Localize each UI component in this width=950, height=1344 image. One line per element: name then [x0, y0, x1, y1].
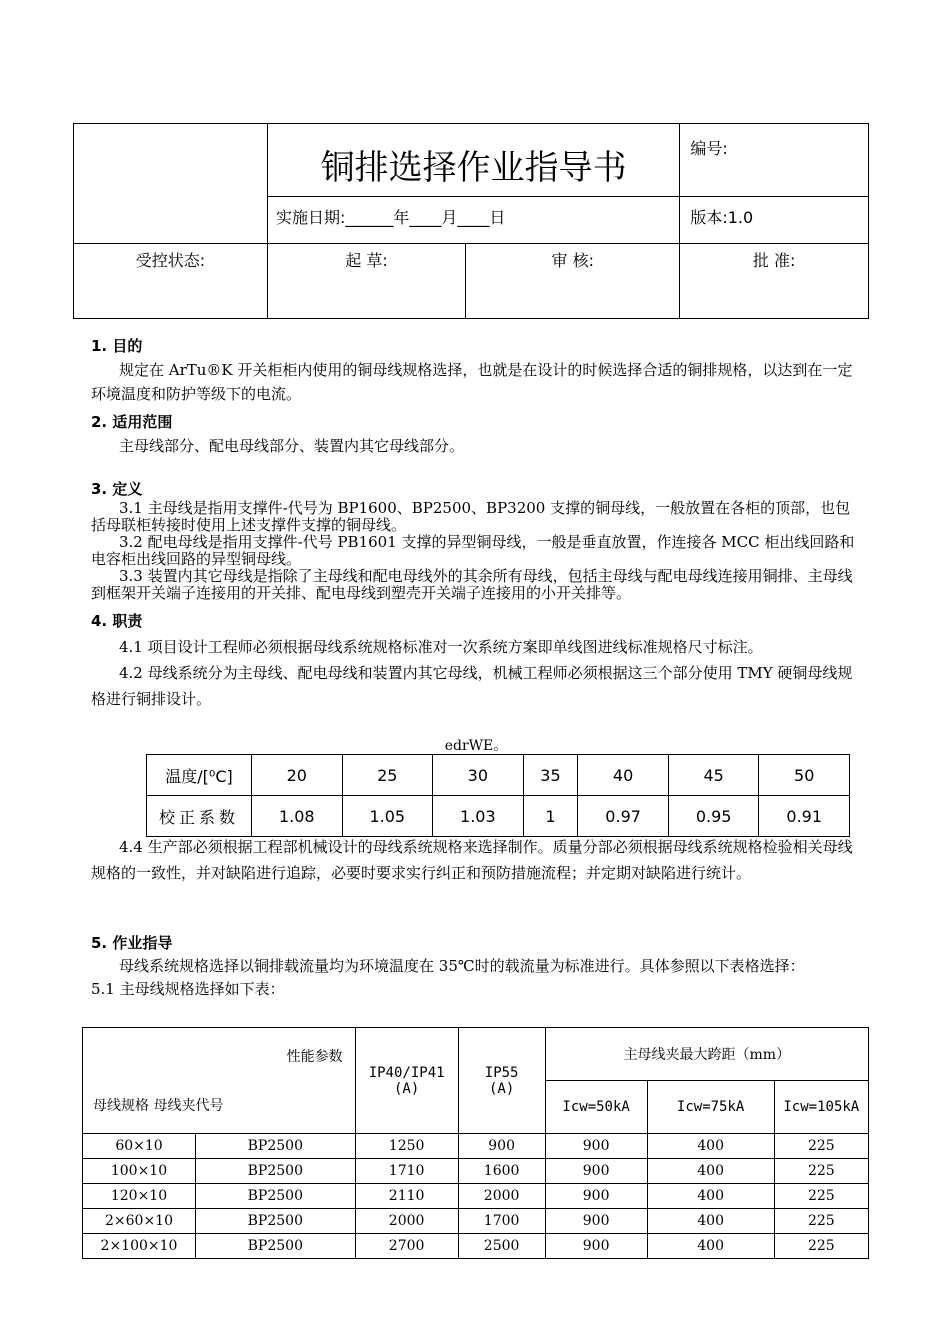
cell: 60×10: [83, 1134, 196, 1159]
cell: BP2500: [196, 1159, 356, 1184]
cell: 2000: [355, 1209, 458, 1234]
table-row: [83, 1209, 869, 1234]
cell: 1600: [458, 1159, 545, 1184]
document-header: [73, 123, 869, 319]
cell: 120×10: [83, 1184, 196, 1209]
temperature-correction-table: [146, 754, 850, 837]
paragraph: 3.2 配电母线是指用支撑件-代号 PB1601 支撑的异型铜母线，一般是垂直放置，作连接各 MCC 柜出线回路和电容柜出线回路的异型铜母线。: [91, 533, 855, 568]
cell: 900: [458, 1134, 545, 1159]
span-header: 主母线夹最大跨距（mm）: [545, 1028, 868, 1081]
cell: 400: [647, 1159, 774, 1184]
paragraph: 规定在 ArTu®K 开关柜柜内使用的铜母线规格选择，也就是在设计的时候选择合适的铜排规格，以达到在一定环境温度和防护等级下的电流。: [91, 361, 853, 403]
cell: 225: [774, 1159, 868, 1184]
paragraph: 4.1 项目设计工程师必须根据母线系统规格标准对一次系统方案即单线图进线标准规格尺寸标注。: [119, 638, 763, 656]
factor-cell: 1.05: [342, 796, 433, 837]
cell: 400: [647, 1134, 774, 1159]
cell: 900: [545, 1134, 647, 1159]
paragraph: 4.4 生产部必须根据工程部机械设计的母线系统规格来选择制作。质量分部必须根据母线系统规格检验相关母线规格的一致性，并对缺陷进行追踪，必要时要求实行纠正和预防措施流程；并定期对缺陷进行统计。: [91, 838, 853, 882]
version: 版本:1.0: [680, 197, 869, 244]
section-guidance: [91, 932, 861, 1001]
table-row: [83, 1159, 869, 1184]
section-definitions: [91, 478, 861, 602]
icw-header: Icw=75kA: [647, 1081, 774, 1134]
cell: 2000: [458, 1184, 545, 1209]
temp-cell: 45: [668, 755, 759, 796]
factor-cell: 1.08: [252, 796, 343, 837]
cell: 1710: [355, 1159, 458, 1184]
approve-field: 批 准:: [680, 244, 869, 319]
cell: 100×10: [83, 1159, 196, 1184]
section-purpose: [91, 334, 861, 406]
perf-label: 性能参数: [286, 1049, 343, 1065]
temp-cell: 30: [433, 755, 524, 796]
paragraph: 母线系统规格选择以铜排载流量均为环境温度在 35℃时的载流量为标准进行。具体参照以下表格选择：: [119, 957, 805, 975]
cell: 225: [774, 1184, 868, 1209]
cell: BP2500: [196, 1134, 356, 1159]
control-status: 受控状态:: [74, 244, 268, 319]
cell: 900: [545, 1209, 647, 1234]
draft-field: 起 草:: [267, 244, 465, 319]
cell: BP2500: [196, 1234, 356, 1259]
review-field: 审 核:: [466, 244, 680, 319]
paragraph-tail: edrWE。: [444, 738, 508, 754]
table-row: [83, 1134, 869, 1159]
cell: 1250: [355, 1134, 458, 1159]
header-corner: [83, 1028, 356, 1134]
section-production: [91, 834, 861, 886]
spec-label: 母线规格 母线夹代号: [93, 1098, 224, 1114]
section-heading: 2. 适用范围: [91, 413, 173, 431]
ip55-header: IP55 (A): [458, 1028, 545, 1134]
cell: BP2500: [196, 1184, 356, 1209]
cell: 225: [774, 1134, 868, 1159]
paragraph: 4.2 母线系统分为主母线、配电母线和装置内其它母线，机械工程师必须根据这三个部分使用 TMY 硬铜母线规格进行铜排设计。: [91, 664, 853, 708]
cell: 2×60×10: [83, 1209, 196, 1234]
cell: 400: [647, 1209, 774, 1234]
icw-header: Icw=50kA: [545, 1081, 647, 1134]
ip40-header: IP40/IP41 (A): [355, 1028, 458, 1134]
factor-cell: 1: [523, 796, 578, 837]
factor-row-label: 校正系数: [147, 796, 252, 837]
page-title: 铜排选择作业指导书: [267, 124, 679, 197]
cell: 1700: [458, 1209, 545, 1234]
factor-cell: 0.97: [578, 796, 669, 837]
temp-cell: 35: [523, 755, 578, 796]
section-scope: [91, 410, 861, 458]
table-row: [83, 1234, 869, 1259]
cell: BP2500: [196, 1209, 356, 1234]
cell: 900: [545, 1184, 647, 1209]
temp-row-label: 温度/[⁰C]: [147, 755, 252, 796]
cell: 225: [774, 1234, 868, 1259]
section-heading: 3. 定义: [91, 480, 143, 498]
section-heading: 5. 作业指导: [91, 934, 173, 952]
section-heading: 1. 目的: [91, 337, 143, 355]
cell: 900: [545, 1234, 647, 1259]
cell: 400: [647, 1234, 774, 1259]
implementation-date: 实施日期:______年____月____日: [267, 197, 679, 244]
temp-cell: 40: [578, 755, 669, 796]
cell: 2500: [458, 1234, 545, 1259]
factor-cell: 0.95: [668, 796, 759, 837]
temp-cell: 50: [759, 755, 850, 796]
temp-cell: 25: [342, 755, 433, 796]
cell: 900: [545, 1159, 647, 1184]
paragraph: 主母线部分、配电母线部分、装置内其它母线部分。: [119, 437, 465, 455]
cell: 2×100×10: [83, 1234, 196, 1259]
cell: 225: [774, 1209, 868, 1234]
cell: 400: [647, 1184, 774, 1209]
cell: 2700: [355, 1234, 458, 1259]
cell: 2110: [355, 1184, 458, 1209]
main-busbar-table: [82, 1027, 869, 1259]
document-number: 编号:: [680, 124, 869, 197]
factor-cell: 0.91: [759, 796, 850, 837]
paragraph: 5.1 主母线规格选择如下表：: [91, 980, 285, 998]
paragraph: 3.1 主母线是指用支撑件-代号为 BP1600、BP2500、BP3200 支撑的铜母线，一般放置在各柜的顶部，也包括母联柜转接时使用上述支撑件支撑的铜母线。: [91, 499, 851, 534]
section-responsibilities: [91, 608, 861, 712]
paragraph: 3.3 装置内其它母线是指除了主母线和配电母线外的其余所有母线，包括主母线与配电母线连接用铜排、主母线到框架开关端子连接用的开关排、配电母线到塑壳开关端子连接用的小开关排等。: [91, 567, 853, 602]
table-row: [83, 1184, 869, 1209]
section-heading: 4. 职责: [91, 612, 143, 630]
temp-cell: 20: [252, 755, 343, 796]
icw-header: Icw=105kA: [774, 1081, 868, 1134]
logo-cell: [74, 124, 268, 244]
factor-cell: 1.03: [433, 796, 524, 837]
